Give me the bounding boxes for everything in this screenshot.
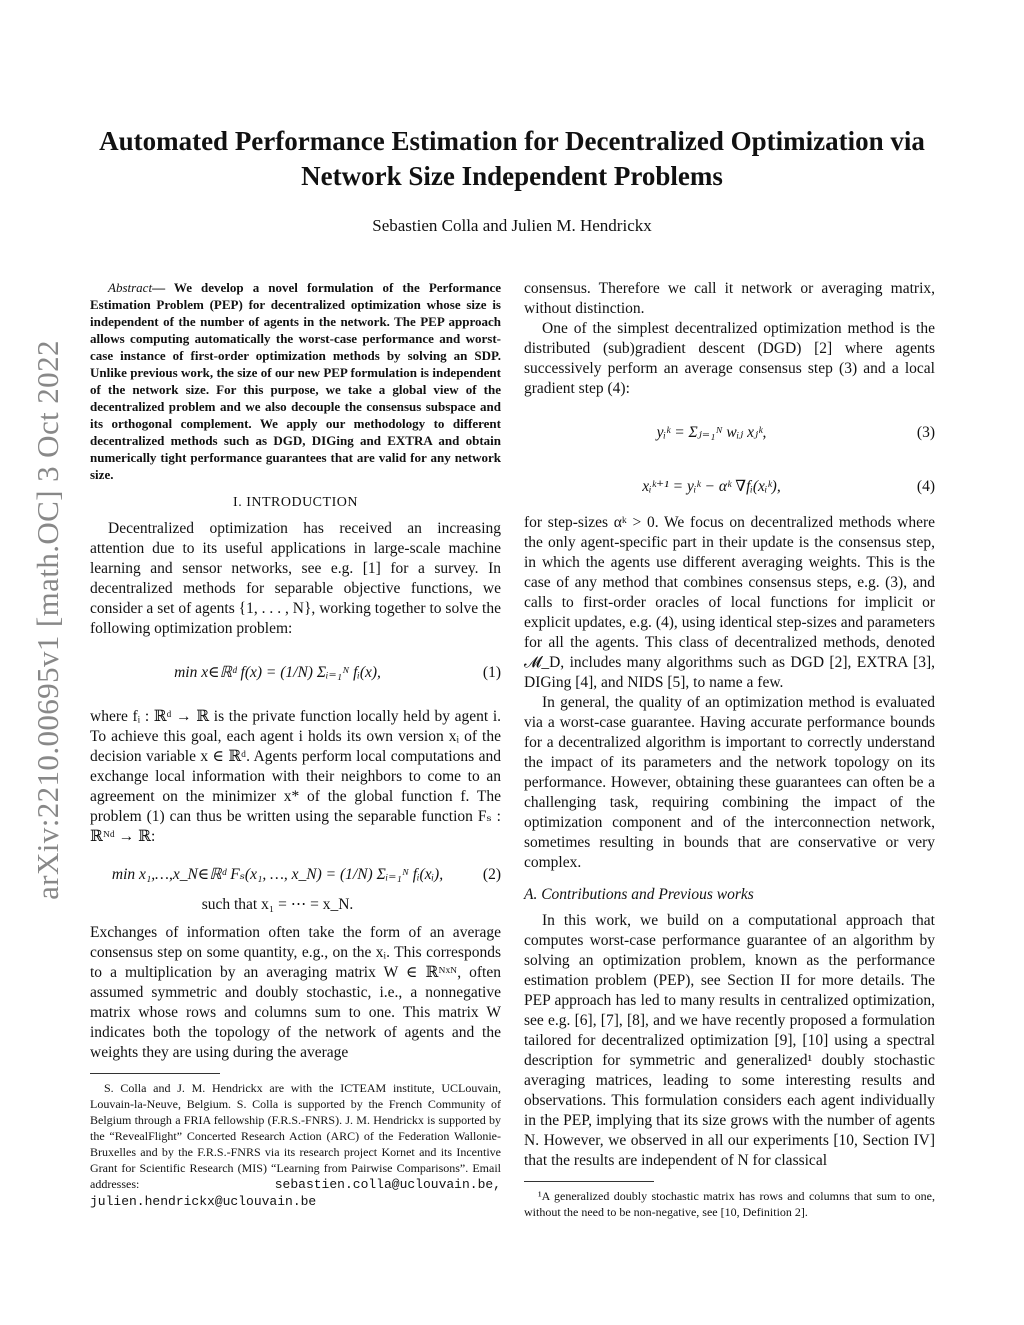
affiliation-footnote (90, 1080, 501, 1210)
arxiv-sidebar (20, 0, 76, 1325)
right-column (524, 279, 935, 1220)
equation-2-body: min x₁,…,x_N∈ℝᵈ Fₛ(x₁, …, x_N) = (1/N) Σᵢ₌₁ᴺ fᵢ(xᵢ), (111, 866, 444, 883)
abstract-text: We develop a novel formulation of the Performance Estimation Problem (PEP) for decentralized optimization whose size is independent of the number of agents in the network. The PEP approach allows computing automatically the worst-case performance and worst-case instance of first-order optimization methods by solving an SDP. Unlike previous work, the size of our new PEP formulation is independent of the network size. For this purpose, we take a global view of the decentralized problem and we also decouple the consensus subspace and its orthogonal complement. We apply our methodology to different decentralized methods such as DGD, DIGing and EXTRA and obtain numerically tight performance guarantees that are valid for any network size. (90, 280, 501, 482)
equation-4 (524, 467, 935, 507)
right-paragraph-4: In general, the quality of an optimization method is evaluated via a worst-case guarantee. Having accurate performance bounds for a decentralized algorithm is important to correctly understand the impact of its parameters and the network topology on its performance. However, obtaining these guarantees can often be a challenging task, requiring combining the impact of the optimization component and of the interconnection network, sometimes resulting in bounds that are conservative or very complex. (524, 694, 935, 871)
arxiv-stamp: arXiv:2210.00695v1 [math.OC] 3 Oct 2022 (30, 340, 65, 900)
equation-1 (90, 645, 501, 701)
equation-1-body: min x∈ℝᵈ f(x) = (1/N) Σᵢ₌₁ᴺ fᵢ(x), (174, 664, 381, 681)
intro-paragraph-1: Decentralized optimization has received an increasing attention due to its useful applications in large-scale machine learning and sensor networks, see e.g. [1] for a survey. In decentralized methods for separable objective functions, we consider a set of agents {1, . . . , N}, working together to solve the following optimization problem: (90, 520, 501, 637)
abstract-label: Abstract (108, 280, 153, 295)
intro-paragraph-3: Exchanges of information often take the form of an average consensus step on some quantity, e.g., on the xᵢ. This corresponds to a multiplication by an averaging matrix W ∈ ℝᴺˣᴺ, often assumed symmetric and doubly stochastic, i.e., a nonnegative matrix whose rows and columns sum to one. This matrix W indicates both the topology of the network of agents and the weights they are using during the average (90, 924, 501, 1061)
intro-paragraph-2: where fᵢ : ℝᵈ → ℝ is the private function locally held by agent i. To achieve this goal, each agent i holds its own version xᵢ of the decision variable x ∈ ℝᵈ. Agents perform local computations and exchange local information with their neighbors to come to an agreement on the minimizer x* of the global function f. The problem (1) can thus be written using the separable function Fₛ : ℝᴺᵈ → ℝ: (90, 708, 501, 845)
footnote-divider-right (524, 1181, 654, 1182)
abstract (90, 279, 501, 483)
equation-2-number: (2) (482, 866, 501, 883)
email-addresses: sebastien.colla@uclouvain.be, julien.hendrickx@uclouvain.be (90, 1177, 501, 1209)
equation-2-constraint: such that x₁ = ⋯ = x_N. (201, 896, 354, 913)
equation-4-body: xᵢᵏ⁺¹ = yᵢᵏ − αᵏ ∇fᵢ(xᵢᵏ), (642, 478, 781, 495)
right-paragraph-2: One of the simplest decentralized optimization method is the distributed (sub)gradient descent (DGD) [2] where agents successively perform an average consensus step (3) and a local gradient step (4): (524, 320, 935, 397)
right-paragraph-1: consensus. Therefore we call it network or averaging matrix, without distinction. (524, 280, 935, 317)
subsection-heading-contributions: A. Contributions and Previous works (524, 886, 754, 903)
equation-3-number: (3) (916, 424, 935, 441)
abstract-dash: — (152, 280, 174, 295)
left-column (90, 279, 501, 1210)
equation-4-number: (4) (916, 478, 935, 495)
equation-3-body: yᵢᵏ = Σⱼ₌₁ᴺ wᵢⱼ xⱼᵏ, (656, 424, 767, 441)
paper-authors: Sebastien Colla and Julien M. Hendrickx (372, 216, 652, 235)
equation-2 (90, 853, 501, 917)
right-paragraph-3: for step-sizes αᵏ > 0. We focus on decentralized methods where the only agent-specific part in their update is the consensus step, in which the agents use different averaging weights. This is the case of any method that combines consensus steps, e.g. (3), and calls to first-order oracles of local functions for implicit or explicit updates, e.g. (4), using identical step-sizes and parameters for all the agents. This class of decentralized methods, denoted 𝓜_D, includes many algorithms such as DGD [2], EXTRA [3], DIGing [4], and NIDS [5], to name a few. (524, 514, 935, 691)
equation-3 (524, 405, 935, 461)
affiliation-text: S. Colla and J. M. Hendrickx are with the ICTEAM institute, UCLouvain, Louvain-la-Neuve, Belgium. S. Colla is supported by the French Community of Belgium through a FRIA fellowship (F.R.S.-FNRS). J. M. Hendrickx is supported by the “RevealFlight” Concerted Research Action (ARC) of the Federation Wallonie-Bruxelles and by the F.R.S.-FNRS via its research project Kornet and its Incentive Grant for Scientific Research (MIS) “Learning from Pairwise Comparisons”. Email addresses: (90, 1081, 501, 1191)
generalized-footnote: ¹A generalized doubly stochastic matrix has rows and columns that sum to one, without the need to be non-negative, see [10, Definition 2]. (524, 1189, 935, 1219)
equation-1-number: (1) (482, 664, 501, 681)
footnote-divider (90, 1073, 220, 1074)
paper-title: Automated Performance Estimation for Decentralized Optimization via Network Size Independent Problems (99, 126, 925, 191)
section-heading-introduction: I. INTRODUCTION (233, 495, 358, 510)
right-paragraph-5: In this work, we build on a computational approach that computes worst-case performance guarantee of an algorithm by solving an optimization problem, known as the performance estimation problem (PEP), see Section II for more details. The PEP approach has led to many results in centralized optimization, see e.g. [6], [7], [8], and we have recently proposed a formulation tailored for decentralized optimization [9], [10] using a spectral description for symmetric and generalized¹ doubly stochastic averaging matrices, leading to some interesting results and observations. This formulation considers each agent individually in the PEP, implying that its size grows with the number of agents N. However, we observed in all our experiments [10, Section IV] that the results are independent of N for classical (524, 912, 935, 1169)
